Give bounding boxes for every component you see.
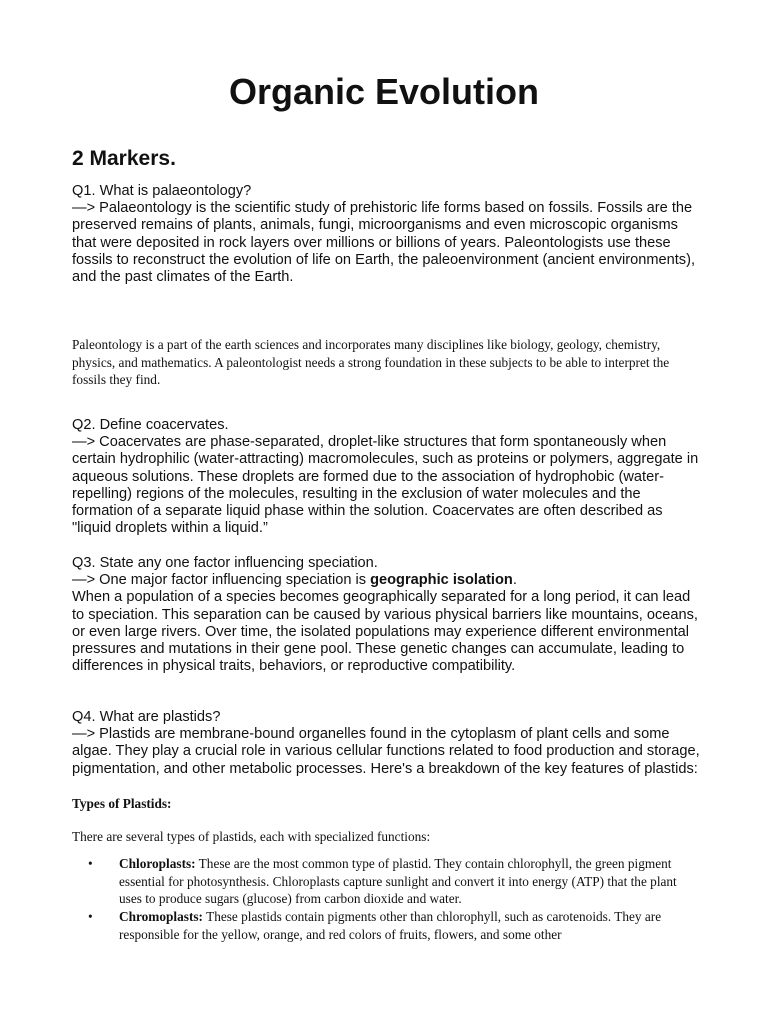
plastid-type-name: Chloroplasts: [119, 856, 196, 872]
answer-4-text: Plastids are membrane-bound organelles found in the cytoplasm of plant cells and some algae. They play a crucial role in various cellular functions related to food production and storage, pigmentation, and other metabolic processes. Here's a breakdown of the key features of plastids: [72, 726, 700, 777]
list-item [72, 855, 700, 908]
page-title: Organic Evolution [228, 71, 540, 112]
plastid-types-heading: Types of Plastids: [72, 796, 172, 811]
question-4 [72, 709, 700, 778]
question-1-text: Q1. What is palaeontology? [72, 183, 252, 199]
answer-3-text: One major factor influencing speciation is [99, 572, 371, 589]
answer-arrow: —> [72, 726, 100, 743]
answer-3 [72, 572, 700, 589]
question-4-text: Q4. What are plastids? [72, 709, 221, 725]
plastid-types-intro: There are several types of plastids, each with specialized functions: [72, 828, 431, 844]
answer-arrow: —> [72, 434, 100, 451]
answer-3-keyword: geographic isolation [370, 572, 513, 589]
plastid-type-description: These are the most common type of plastid. They contain chlorophyll, the green pigment essential for photosynthesis. Chloroplasts capture sunlight and convert it into energy (ATP) that the plant uses to produce sugars (glucose) from carbon dioxide and water. [119, 856, 677, 907]
plastid-types-list [72, 855, 700, 943]
section-heading: 2 Markers. [72, 147, 176, 170]
question-3-text: Q3. State any one factor influencing speciation. [72, 555, 378, 571]
answer-3-end: . [512, 572, 517, 589]
bullet-icon: • [88, 856, 93, 872]
question-3 [72, 555, 700, 675]
answer-3-detail: When a population of a species becomes geographically separated for a long period, it can lead to speciation. This separation can be caused by various physical barriers like mountains, oceans, or even large rivers. Over time, the isolated populations may experience different environmental pressures and mutations in their gene pool. These genetic changes can accumulate, leading to differences in physical traits, behaviors, or reproductive compatibility. [72, 589, 698, 675]
list-item [72, 908, 700, 943]
answer-arrow: —> [72, 200, 100, 217]
plastid-type-name: Chromoplasts: [119, 908, 203, 924]
plastid-types-section [72, 795, 700, 943]
paleontology-note: Paleontology is a part of the earth sciences and incorporates many disciplines like biology, geology, chemistry, physics, and mathematics. A paleontologist needs a strong foundation in these subjects to be able to interpret the fossils they find. [72, 337, 670, 388]
answer-arrow: —> [72, 572, 100, 589]
answer-2-text: Coacervates are phase-separated, droplet-like structures that form spontaneously when certain hydrophilic (water-attracting) macromolecules, such as proteins or polymers, aggregate in aqueous solutions. These droplets are formed due to the association of hydrophobic (water-repelling) regions of the molecules, resulting in the exclusion of water molecules and the formation of a separate liquid phase within the solution. Coacervates are often described as "liquid droplets within a liquid.” [72, 434, 699, 537]
answer-4 [72, 726, 700, 778]
answer-2 [72, 434, 700, 537]
bullet-icon: • [88, 908, 93, 924]
question-1 [72, 183, 700, 286]
question-2 [72, 417, 700, 537]
question-2-text: Q2. Define coacervates. [72, 417, 229, 433]
answer-1 [72, 200, 700, 286]
plastid-type-description: These plastids contain pigments other than chlorophyll, such as carotenoids. They are responsible for the yellow, orange, and red colors of fruits, flowers, and some other [119, 908, 662, 942]
answer-1-text: Palaeontology is the scientific study of prehistoric life forms based on fossils. Fossils are the preserved remains of plants, animals, fungi, microorganisms and even microscopic organisms that were deposited in rock layers over millions or billions of years. Paleontologists use these fossils to reconstruct the evolution of life on Earth, the paleoenvironment (ancient environments), and the past climates of the Earth. [72, 200, 695, 286]
